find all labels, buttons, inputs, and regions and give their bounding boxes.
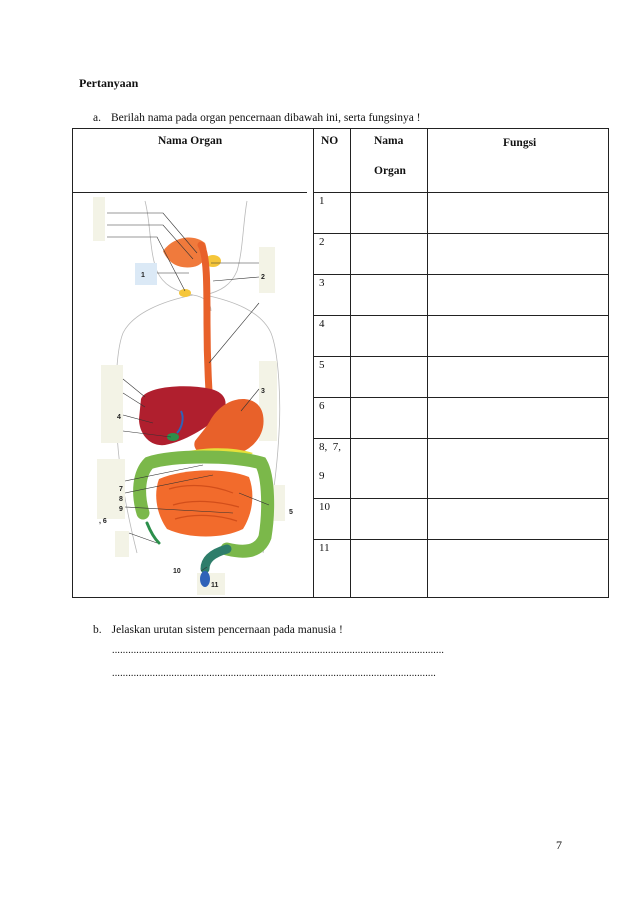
row-line-3 [313, 315, 608, 316]
question-a [93, 112, 421, 124]
col-divider-organ [313, 129, 314, 597]
organ-table [72, 128, 609, 598]
header-divider-right [313, 192, 608, 193]
label-box [115, 531, 129, 557]
col-divider-nama [427, 129, 428, 597]
figure-label: 2 [261, 274, 265, 281]
row-no: 10 [319, 501, 330, 513]
figure-label: 3 [261, 388, 265, 395]
question-b-text: Jelaskan urutan sistem pencernaan pada manusia ! [111, 624, 343, 636]
row-line-6 [313, 438, 608, 439]
question-a-text: Berilah nama pada organ pencernaan dibawah ini, serta fungsinya ! [110, 112, 421, 124]
row-no: 2 [319, 236, 325, 248]
body-outline-right [205, 201, 247, 295]
header-no: NO [321, 135, 339, 147]
header-fungsi: Fungsi [503, 137, 537, 149]
question-a-letter: a. [93, 112, 101, 124]
figure-label: , 6 [99, 518, 107, 525]
header-nama-line1: Nama [374, 135, 404, 147]
figure-label: 4 [117, 414, 121, 421]
section-heading: Pertanyaan [79, 76, 139, 90]
answer-line-2: ........................................................................................................................ [112, 668, 436, 679]
label-box [101, 365, 123, 443]
label-box-highlight [135, 263, 157, 285]
question-b-letter: b. [93, 624, 102, 636]
row-line-1 [313, 233, 608, 234]
figure-label: 9 [119, 506, 123, 513]
label-box [259, 247, 275, 293]
small-intestine [156, 470, 252, 536]
salivary-gland [179, 289, 191, 297]
row-no: 11 [319, 542, 330, 554]
header-nama-line2: Organ [374, 165, 406, 177]
row-line-5 [313, 397, 608, 398]
row-no: 3 [319, 277, 325, 289]
figure-label: 10 [173, 568, 181, 575]
row-line-8 [313, 539, 608, 540]
figure-label: 8 [119, 496, 123, 503]
header-nama-organ: Nama Organ [158, 135, 223, 147]
row-no: 1 [319, 195, 325, 207]
anus [200, 571, 210, 587]
row-no: 5 [319, 359, 325, 371]
row-no: 6 [319, 400, 325, 412]
rectum [205, 549, 227, 569]
row-no: 4 [319, 318, 325, 330]
figure-label: 5 [289, 509, 293, 516]
row-no: 8, 7, [319, 441, 341, 453]
col-divider-no [350, 129, 351, 597]
row-line-7 [313, 498, 608, 499]
row-line-2 [313, 274, 608, 275]
figure-label: 1 [141, 272, 145, 279]
figure-label: 7 [119, 486, 123, 493]
answer-line-1: ........................................................................................................................... [112, 645, 445, 656]
figure-label: 11 [211, 582, 219, 589]
question-b [93, 624, 343, 636]
label-box [93, 197, 105, 241]
row-line-4 [313, 356, 608, 357]
page-number: 7 [556, 838, 562, 852]
digestive-system-illustration [93, 193, 307, 597]
row-no-cont: 9 [319, 470, 325, 482]
